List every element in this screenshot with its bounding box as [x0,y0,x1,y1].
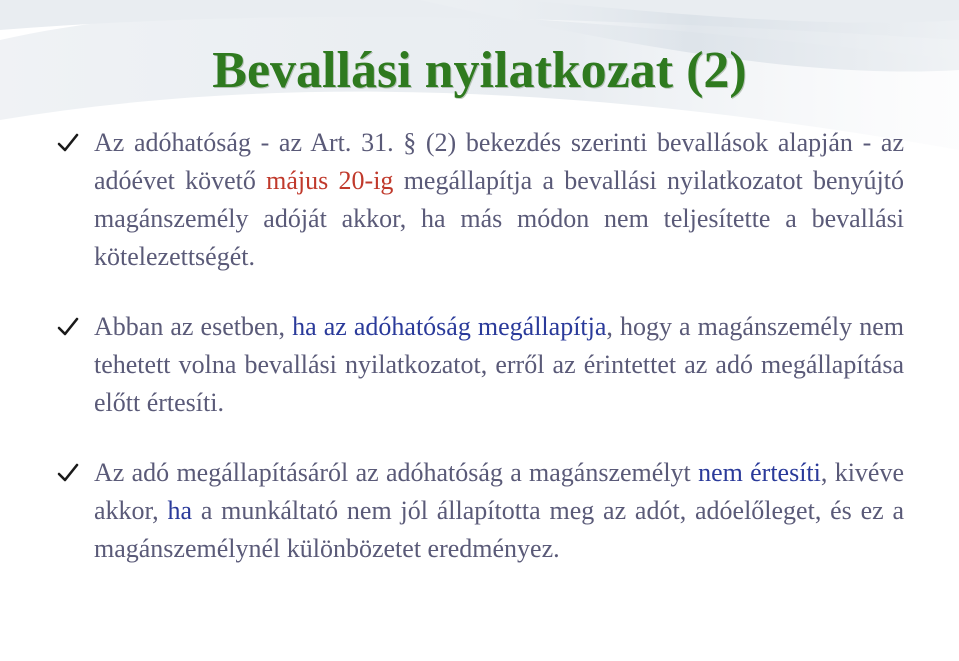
bullet-item-1 [56,124,904,276]
bullet-item-3 [56,454,904,568]
checkmark-icon [56,131,80,155]
bullet-3-rest: a munkáltató nem jól állapította meg az adót, adóelőleget, és ez a magánszemélynél különbözetet eredményez. [94,496,904,563]
bullet-2-before: Abban az esetben, [94,312,293,341]
bullet-1-date: május 20-ig [266,166,394,195]
bullet-3-condition: ha [167,496,193,525]
checkmark-icon [56,461,80,485]
bullet-1-intro: Az adóhatóság - az Art. 31. § (2) bekezdés szerinti bevallások alapján - az adóévet követő [94,128,904,195]
bullet-2-condition: ha az adóhatóság megállapítja [292,312,607,341]
bullet-3-negation: nem értesíti [698,458,821,487]
bullet-1-rest: megállapítja a bevallási nyilatkozatot benyújtó magánszemély adóját akkor, ha más módon nem teljesítette a bevallási kötelezettségét. [94,166,904,271]
bullet-item-2 [56,308,904,422]
checkmark-icon [56,315,80,339]
bullet-3-mid: , kivéve akkor, [94,458,904,525]
bullet-list [56,124,904,568]
bullet-2-rest: , hogy a magánszemély nem tehetett volna bevallási nyilatkozatot, erről az érintettet az adó megállapítása előtt értesíti. [94,312,904,417]
bullet-3-before: Az adó megállapításáról az adóhatóság a magánszemélyt [94,458,699,487]
slide-title: Bevallási nyilatkozat (2) [212,42,747,99]
